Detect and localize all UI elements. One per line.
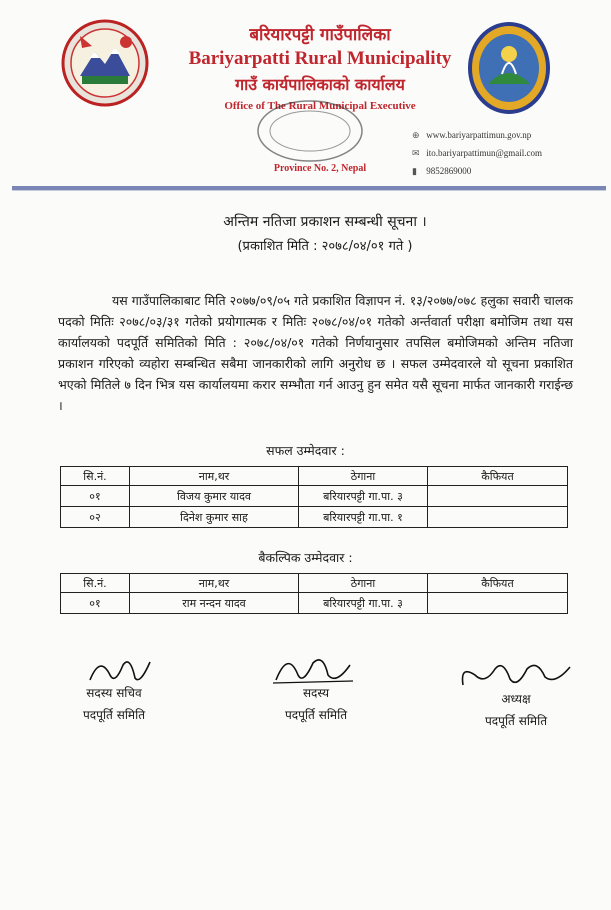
signature-role-member: सदस्य <box>302 686 330 700</box>
notice-published-date: (प्रकाशित मिति : २०७८/०४/०१ गते ) <box>237 239 413 254</box>
signature-committee-secretary: पदपूर्ति समिति <box>82 708 146 722</box>
column-header: नाम,थर <box>130 467 299 486</box>
notice-body <box>58 290 573 416</box>
signature-scribble <box>455 655 575 695</box>
column-header: सि.नं. <box>61 574 130 593</box>
column-header: ठेगाना <box>299 467 428 486</box>
table-header-row <box>61 574 568 593</box>
table-row <box>61 507 568 528</box>
signature-committee-chair: पदपूर्ति समिति <box>484 714 548 728</box>
alternate-heading: बैकल्पिक उम्मेदवार : <box>258 550 353 565</box>
nepal-emblem-logo <box>60 18 150 108</box>
remarks-cell <box>428 593 568 614</box>
office-stamp <box>250 96 370 166</box>
municipality-name-english: Bariyarpatti Rural Municipality <box>188 48 452 69</box>
address-cell: बरियारपट्टी गा.पा. ३ <box>299 486 428 507</box>
column-header: कैफियत <box>428 574 568 593</box>
serial-cell: ०१ <box>61 486 130 507</box>
website-line <box>412 130 531 141</box>
email-text: ito.bariyarpattimun@gmail.com <box>426 148 543 158</box>
phone-text: 9852869000 <box>426 166 472 176</box>
website-text: www.bariyarpattimun.gov.np <box>426 130 532 140</box>
email-line <box>412 148 542 159</box>
header-divider <box>12 186 606 191</box>
globe-icon: ⊕ <box>412 130 420 140</box>
serial-cell: ०२ <box>61 507 130 528</box>
successful-heading: सफल उम्मेदवार : <box>266 443 345 458</box>
column-header: ठेगाना <box>299 574 428 593</box>
successful-table <box>60 466 568 528</box>
table-row <box>61 593 568 614</box>
name-cell: दिनेश कुमार साह <box>130 507 299 528</box>
phone-icon: ▮ <box>412 166 417 176</box>
phone-line <box>412 166 471 177</box>
address-cell: बरियारपट्टी गा.पा. १ <box>299 507 428 528</box>
signature-role-secretary: सदस्य सचिव <box>86 686 142 700</box>
alternate-table <box>60 573 568 614</box>
notice-paragraph: यस गाउँपालिकाबाट मिति २०७७/०९/०५ गते प्रकाशित विज्ञापन नं. १३/२०७७/०७८ हलुका सवारी चालक पदको मितिः २०७८/०३/३१ गतेको प्रयोगात्मक र मितिः २०७८/०४/०१ गतेको अर्न्तवार्ता परीक्षा बमोजिम तथा यस कार्यालयको पदपूर्ति समितिको मिति : २०७८/०४/०१ गतेको निर्णयानुसार तपसिल बमोजिमको अन्तिम नतिजा प्रकाशन गरिएको व्यहोरा सम्बन्धित सबैमा जानकारीको लागि अनुरोध छ । सफल उम्मेदवारले यो सूचना प्रकाशित भएको मितिले ७ दिन भित्र यस कार्यालयमा करार सम्भौता गर्न आउनु हुन समेत यसै सूचना मार्फत जानकारी गराईन्छ । <box>58 293 573 413</box>
signature-role-chair: अध्यक्ष <box>501 692 531 706</box>
table-header-row <box>61 467 568 486</box>
remarks-cell <box>428 507 568 528</box>
office-name-nepali: गाउँ कार्यपालिकाको कार्यालय <box>235 75 405 94</box>
name-cell: विजय कुमार यादव <box>130 486 299 507</box>
notice-title: अन्तिम नतिजा प्रकाशन सम्बन्धी सूचना । <box>223 214 427 230</box>
name-cell: राम नन्दन यादव <box>130 593 299 614</box>
address-cell: बरियारपट्टी गा.पा. ३ <box>299 593 428 614</box>
column-header: कैफियत <box>428 467 568 486</box>
table-row <box>61 486 568 507</box>
serial-cell: ०१ <box>61 593 130 614</box>
remarks-cell <box>428 486 568 507</box>
column-header: नाम,थर <box>130 574 299 593</box>
email-icon: ✉ <box>412 148 420 158</box>
municipality-seal-logo <box>468 22 550 114</box>
signature-committee-member: पदपूर्ति समिति <box>284 708 348 722</box>
province-label: Province No. 2, Nepal <box>273 163 367 174</box>
column-header: सि.नं. <box>61 467 130 486</box>
office-name-english: Office of The Rural Municipal Executive <box>224 100 416 112</box>
municipality-name-nepali: बरियारपट्टी गाउँपालिका <box>249 25 391 45</box>
